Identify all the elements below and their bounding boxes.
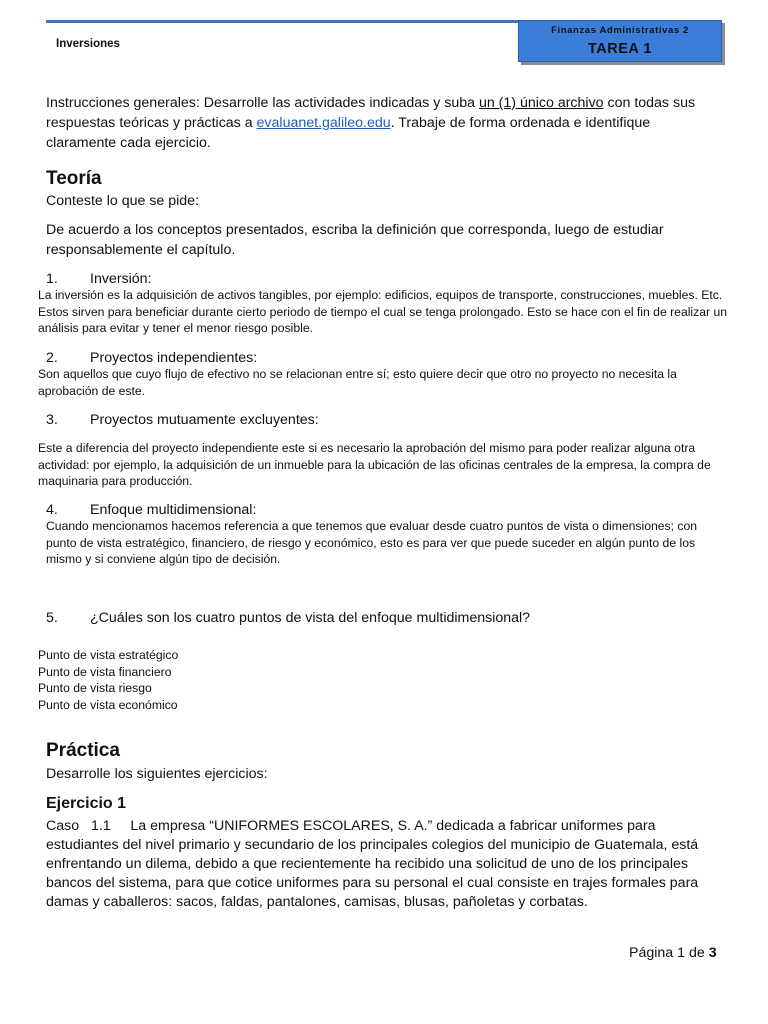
- document-title: Inversiones: [56, 38, 120, 50]
- case-text: La empresa “UNIFORMES ESCOLARES, S. A.” dedicada a fabricar uniformes para estudiantes del nivel primario y secundario de los principales colegios del municipio de Guatemala, está enfrentando un dilema, debido a que recientemente ha recibido una solicitud de uno de los principales bancos del sistema, para que cotice uniformes para su personal el cual consiste en trajes formales para damas y caballeros: sacos, faldas, pantalones, camisas, blusas, pañoletas y corbatas.: [46, 818, 699, 910]
- teoria-intro: De acuerdo a los conceptos presentados, escriba la definición que corresponda, luego de estudiar responsablemente el capítulo.: [46, 222, 664, 258]
- instructions-text-3: . Trabaje de forma ordenada e identifique claramente cada ejercicio.: [46, 115, 651, 151]
- question-3: [46, 410, 319, 430]
- course-name: Finanzas Administrativas 2: [551, 25, 689, 36]
- instructions-underlined: un (1) único archivo: [478, 95, 604, 111]
- question-5: [46, 608, 530, 628]
- points-of-view-list: [38, 647, 178, 713]
- answer-3: Este a diferencia del proyecto independiente este si es necesario la aprobación del mismo para poder realizar alguna otra actividad: por ejemplo, la adquisición de un inmueble para la ubicación de las oficinas centrales de la empresa, la compra de maquinaria para producción.: [38, 441, 711, 488]
- answer-2: Son aquellos que cuyo flujo de efectivo no se relacionan entre sí; esto quiere decir que otro no proyecto no necesita la aprobación de este.: [38, 367, 677, 398]
- answer-1: La inversión es la adquisición de activos tangibles, por ejemplo: edificios, equipos de transporte, construcciones, muebles. Etc. Estos sirven para beneficiar durante cierto periodo de tiempo el cual se tenga prolongado. Esto se hace con el fin de realizar un análisis para evitar y tener el menor riesgo posible.: [38, 288, 728, 335]
- instructions-text-1: Instrucciones generales: Desarrolle las actividades indicadas y suba: [46, 95, 479, 111]
- question-number: 3.: [46, 412, 58, 428]
- total-pages: 3: [708, 945, 717, 961]
- case-1-1: [46, 817, 718, 912]
- list-item: Punto de vista financiero: [38, 664, 172, 679]
- answer-4: Cuando mencionamos hacemos referencia a que tenemos que evaluar desde cuatro puntos de vista o dimensiones; con punto de vista estratégico, financiero, de riesgo y económico, esto es para ver que puede suceder en algún punto de los mismo y si conviene algún tipo de decisión.: [46, 519, 698, 566]
- list-item: Punto de vista riesgo: [38, 681, 152, 695]
- instructions-text-2: con todas sus respuestas teóricas y prácticas a: [46, 95, 696, 131]
- list-item: Punto de vista económico: [38, 697, 178, 712]
- case-label: Caso 1.1: [46, 818, 111, 834]
- question-1: [46, 269, 152, 289]
- question-number: 5.: [46, 610, 58, 626]
- section-heading-practica: Práctica: [46, 740, 120, 761]
- question-title: Proyectos mutuamente excluyentes:: [90, 412, 319, 428]
- question-title: Enfoque multidimensional:: [90, 502, 257, 518]
- question-2: [46, 348, 257, 368]
- list-item: Punto de vista estratégico: [38, 648, 179, 662]
- instructions: [46, 93, 724, 153]
- practica-prompt: Desarrolle los siguientes ejercicios:: [46, 766, 268, 782]
- question-4: [46, 500, 256, 520]
- evaluanet-link[interactable]: evaluanet.galileo.edu: [256, 115, 391, 131]
- question-number: 1.: [46, 271, 58, 287]
- page-label: Página 1 de: [629, 945, 709, 961]
- question-title: ¿Cuáles son los cuatro puntos de vista del enfoque multidimensional?: [90, 610, 531, 626]
- teoria-prompt: Conteste lo que se pide:: [46, 193, 200, 209]
- course-badge: [518, 20, 722, 62]
- question-number: 2.: [46, 350, 58, 366]
- page-number: [629, 943, 717, 963]
- question-title: Proyectos independientes:: [90, 350, 258, 366]
- section-heading-teoria: Teoría: [46, 168, 102, 189]
- exercise-1-title: Ejercicio 1: [46, 795, 127, 812]
- question-number: 4.: [46, 502, 58, 518]
- task-label: TAREA 1: [588, 41, 652, 57]
- question-title: Inversión:: [90, 271, 152, 287]
